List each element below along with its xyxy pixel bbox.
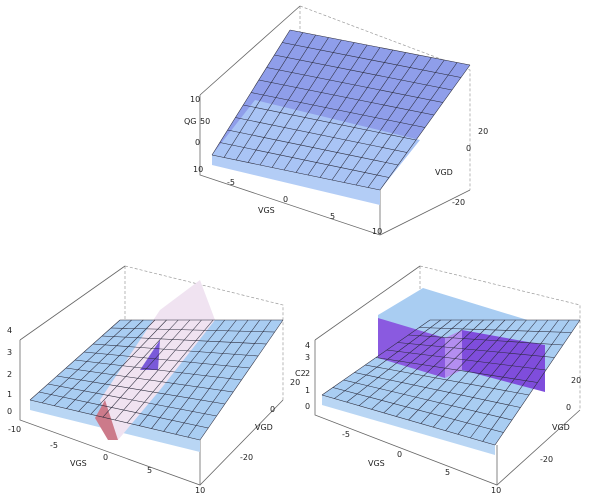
y-tick-label: 20 (571, 376, 582, 385)
z-tick-label: 0 (195, 138, 201, 147)
z-tick-label: 3 (305, 353, 311, 362)
y-tick-label: -20 (452, 198, 466, 207)
y-axis-label: VGD (255, 423, 273, 432)
y-tick-label: 0 (566, 403, 572, 412)
x-axis-label: VGS (70, 459, 87, 468)
z-tick-label: 2 (7, 370, 13, 379)
chart-bottom-right (295, 266, 581, 495)
x-tick-label: -5 (50, 441, 58, 450)
y-tick-label: 0 (466, 144, 472, 153)
z-tick-label: 1 (7, 390, 13, 399)
y-tick-label: 0 (270, 405, 276, 414)
x-tick-label: 5 (445, 468, 451, 477)
z-tick-label: 50 (200, 117, 211, 126)
x-tick-label: 10 (195, 486, 206, 495)
box-top-left-edge (20, 266, 125, 340)
x-tick-label: 10 (193, 165, 204, 174)
x-tick-label: 5 (147, 466, 153, 475)
x-axis-label: VGS (258, 206, 275, 215)
z-tick-label: 0 (7, 407, 13, 416)
y-tick-label: 20 (478, 127, 489, 136)
z-axis-label: C2 (295, 369, 306, 378)
y-axis-label: VGD (552, 423, 570, 432)
z-tick-label: 4 (7, 326, 13, 335)
chart-bottom-left (7, 266, 300, 495)
x-tick-label: 0 (103, 453, 109, 462)
x-axis-label: VGS (368, 459, 385, 468)
z-axis-label: QG (184, 117, 197, 126)
x-tick-label: 0 (397, 450, 403, 459)
z-tick-label: 4 (305, 341, 311, 350)
x-tick-label: -5 (227, 178, 235, 187)
z-tick-label: 10 (190, 95, 201, 104)
x-tick-label: -10 (8, 425, 22, 434)
x-tick-label: 10 (491, 486, 502, 495)
z-tick-label: 0 (305, 402, 311, 411)
y-axis-label: VGD (435, 168, 453, 177)
chart-top (184, 6, 488, 236)
z-tick-label: 1 (305, 386, 311, 395)
z-tick-label: 3 (7, 348, 13, 357)
x-tick-label: -5 (342, 430, 350, 439)
y-tick-label: 20 (290, 378, 301, 387)
x-tick-label: 0 (283, 195, 289, 204)
z-tick-label: 2 (305, 369, 311, 378)
x-tick-label: 5 (330, 212, 336, 221)
y-tick-label: -20 (540, 455, 554, 464)
y-tick-label: -20 (240, 453, 254, 462)
x-tick-label: 10 (372, 227, 383, 236)
